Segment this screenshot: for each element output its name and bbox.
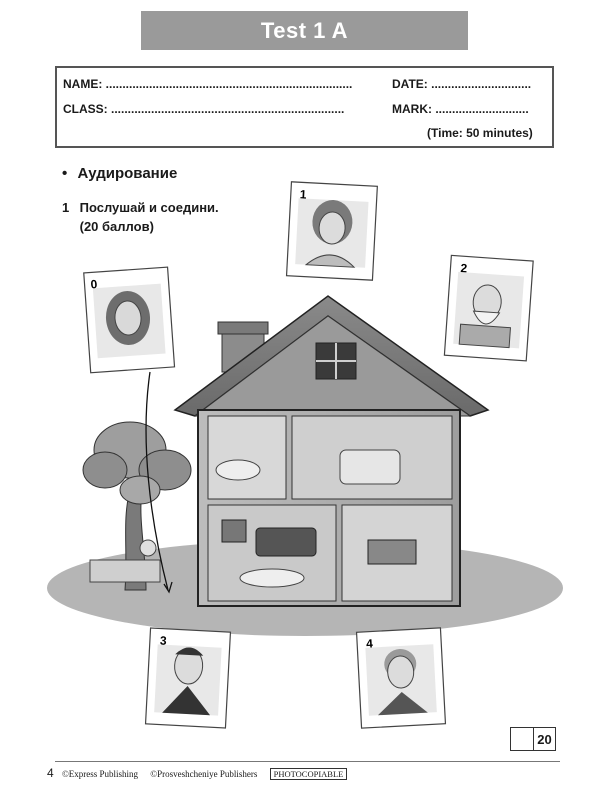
bullet: • (62, 165, 68, 182)
photo-3[interactable] (146, 628, 231, 728)
task-text: Послушай и соедини. (79, 200, 219, 215)
photo-2[interactable] (444, 255, 533, 360)
task-points: (20 баллов) (79, 219, 154, 234)
score-box (510, 727, 556, 751)
page-number: 4 (47, 766, 54, 780)
footer (47, 766, 347, 780)
photo-4-label: 4 (365, 636, 374, 651)
photo-0-label: 0 (90, 277, 98, 292)
photo-2-label: 2 (460, 261, 468, 276)
photo-3-label: 3 (159, 633, 167, 648)
publisher-1: ©Express Publishing (61, 769, 139, 779)
test-title: Test 1 A (260, 17, 349, 43)
time-note: (Time: 50 minutes) (427, 126, 533, 140)
score-max: 20 (537, 731, 552, 747)
class-field[interactable]: CLASS: ...................................................................... (63, 102, 345, 116)
photocopiable-stamp: PHOTOCOPIABLE (270, 768, 348, 780)
task-number: 1 (62, 200, 70, 215)
mark-field[interactable]: MARK: ............................ (392, 102, 529, 116)
photo-1[interactable] (287, 182, 378, 280)
date-field[interactable]: DATE: .............................. (392, 77, 532, 91)
footer-rule (55, 761, 560, 762)
score-input[interactable] (511, 728, 534, 750)
photo-0[interactable] (84, 267, 175, 373)
publisher-2: ©Prosveshcheniye Publishers (150, 769, 258, 779)
section-title: Аудирование (77, 165, 178, 182)
name-field[interactable]: NAME: .......................................................................... (63, 77, 353, 91)
photo-1-label: 1 (299, 187, 307, 202)
photo-4[interactable] (357, 628, 446, 728)
